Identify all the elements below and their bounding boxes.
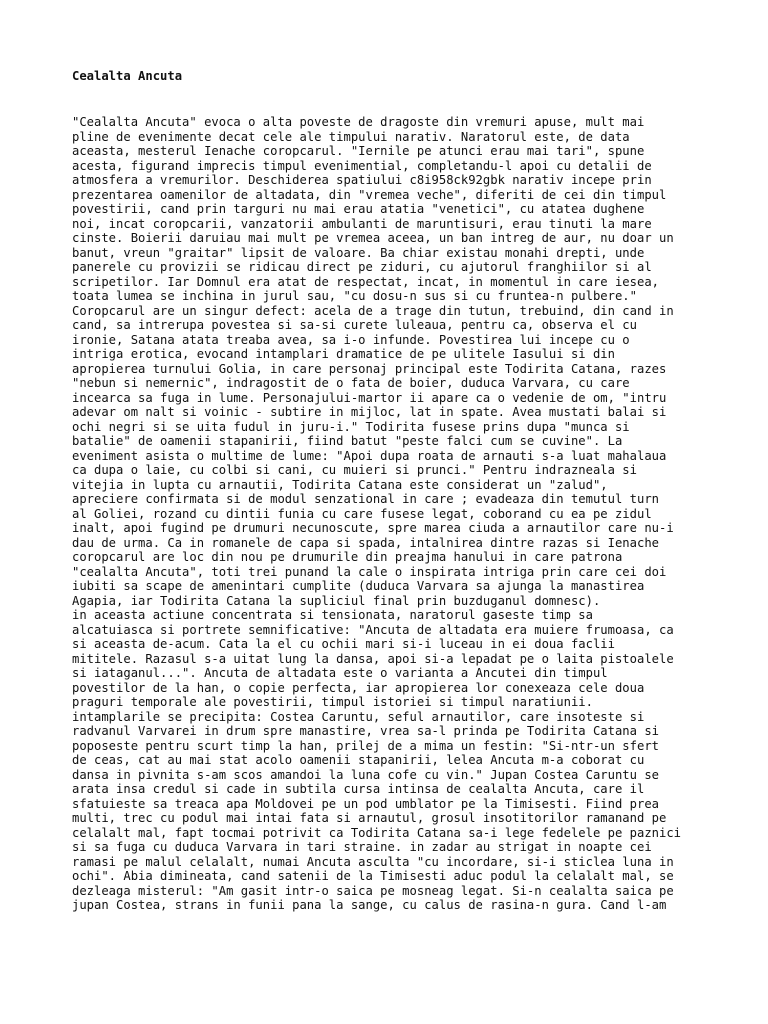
body-text-line: multi, trec cu podul mai intai fata si arnautul, grosul insotitorilor ramanand pe: [72, 811, 667, 825]
body-text-line: intriga erotica, evocand intamplari dramatice de pe ulitele Iasului si din: [72, 347, 615, 361]
body-text-line: si iataganul...". Ancuta de altadata este o varianta a Ancutei din timpul: [72, 666, 608, 680]
body-text-line: noi, incat coropcarii, vanzatorii ambulanti de maruntisuri, erau tinuti la mare: [72, 216, 652, 231]
body-text-line: intamplarile se precipita: Costea Caruntu, seful arnautilor, care insoteste si: [72, 709, 645, 724]
body-text-line: eveniment asista o multime de lume: "Apoi dupa roata de arnauti s-a luat mahalaua: [72, 448, 667, 463]
body-text-line: sfatuieste sa treaca apa Moldovei pe un pod umblator pe la Timisesti. Fiind prea: [72, 796, 659, 811]
body-text-line: toata lumea se inchina in jurul sau, "cu dosu-n sus si cu fruntea-n pulbere.": [72, 289, 637, 303]
body-text-line: alcatuiasca si portrete semnificative: "Ancuta de altadata era muiere frumoasa, ca: [72, 622, 674, 637]
body-text-line: al Goliei, rozand cu dintii funia cu care fusese legat, coborand cu ea pe zidul: [72, 506, 652, 521]
body-text-line: radvanul Varvarei in drum spre manastire, vrea sa-l prinda pe Todirita Catana si: [72, 724, 659, 738]
body-text-line: mititele. Razasul s-a uitat lung la dansa, apoi si-a lepadat pe o laita pistoalele: [72, 651, 674, 666]
body-text-line: dezleaga misterul: "Am gasit intr-o saica pe mosneag legat. Si-n cealalta saica pe: [72, 883, 674, 898]
body-text-line: "cealalta Ancuta", toti trei punand la cale o inspirata intriga prin care cei doi: [72, 564, 667, 579]
body-text-line: ironie, Satana atata treaba avea, sa i-o infunde. Povestirea lui incepe cu o: [72, 332, 630, 347]
body-text-line: atmosfera a vremurilor. Deschiderea spatiului c8i958ck92gbk narativ incepe prin: [72, 173, 652, 187]
body-text-line: cand, sa intrerupa povestea si sa-si curete luleaua, pentru ca, observa el cu: [72, 318, 637, 332]
body-text-line: batalie" de oamenii stapanirii, fiind batut "peste falci cum se cuvine". La: [72, 434, 623, 448]
body-text-line: apropierea turnului Golia, in care personaj principal este Todirita Catana, razes: [72, 361, 667, 376]
body-text-line: incearca sa fuga in lume. Personajului-martor ii apare ca o vedenie de om, "intru: [72, 390, 667, 405]
body-text-line: apreciere confirmata si de modul senzational in care ; evadeaza din temutul turn: [72, 492, 659, 506]
body-text-line: jupan Costea, strans in funii pana la sange, cu calus de rasina-n gura. Cand l-am: [72, 898, 667, 912]
body-text-line: poposeste pentru scurt timp la han, prilej de a mima un festin: "Si-ntr-un sfert: [72, 738, 659, 753]
body-text-line: cinste. Boierii daruiau mai mult pe vremea aceea, un ban intreg de aur, nu doar un: [72, 231, 674, 245]
body-text-line: panerele cu provizii se ridicau direct pe ziduri, cu ajutorul franghiilor si al: [72, 260, 652, 274]
body-text-line: de ceas, cat au mai stat acolo oamenii stapanirii, lelea Ancuta m-a coborat cu: [72, 753, 645, 767]
body-text-line: banut, vreun "graitar" lipsit de valoare. Ba chiar existau monahi drepti, unde: [72, 245, 645, 260]
body-text-line: povestilor de la han, o copie perfecta, iar apropierea lor conexeaza cele doua: [72, 680, 645, 695]
body-text-line: praguri temporale ale povestirii, timpul istoriei si timpul naratiunii.: [72, 695, 593, 709]
body-text-line: Coropcarul are un singur defect: acela de a trage din tutun, trebuind, din cand in: [72, 303, 674, 318]
body-text-line: celalalt mal, fapt tocmai potrivit ca Todirita Catana sa-i lege fedelele pe paznici: [72, 825, 682, 840]
body-text-line: ochi negri si se uita fudul in juru-i." Todirita fusese prins dupa "munca si: [72, 419, 630, 434]
body-text-line: coropcarul are loc din nou pe drumurile din preajma hanului in care patrona: [72, 550, 623, 564]
body-text-line: si aceasta de-acum. Cata la el cu ochii mari si-i luceau in ei doua faclii: [72, 637, 615, 651]
body-text-line: acesta, figurand imprecis timpul evenimential, completandu-l apoi cu detalii de: [72, 158, 652, 173]
body-text-line: dansa in pivnita s-am scos amandoi la luna cofe cu vin." Jupan Costea Caruntu se: [72, 767, 659, 782]
body-text-line: inalt, apoi fugind pe drumuri necunoscute, spre marea ciuda a arnautilor care nu-i: [72, 521, 674, 535]
body-text-line: iubiti sa scape de amenintari cumplite (duduca Varvara sa ajunga la manastirea: [72, 579, 645, 593]
body-text-line: in aceasta actiune concentrata si tensionata, naratorul gaseste timp sa: [72, 608, 593, 622]
document-body: [72, 115, 681, 913]
body-text-line: prezentarea oamenilor de altadata, din "vremea veche", diferiti de cei din timpul: [72, 187, 667, 202]
body-text-line: ramasi pe malul celalalt, numai Ancuta asculta "cu incordare, si-i sticlea luna in: [72, 854, 674, 869]
body-text-line: adevar om nalt si voinic - subtire in mijloc, lat in spate. Avea mustati balai si: [72, 405, 667, 419]
body-text-line: si sa fuga cu duduca Varvara in tari straine. in zadar au strigat in noapte cei: [72, 840, 652, 854]
document-title: Cealalta Ancuta: [72, 69, 183, 83]
body-text-line: povestirii, cand prin targuri nu mai erau atatia "venetici", cu atatea dughene: [72, 202, 645, 216]
body-text-line: ochi". Abia dimineata, cand satenii de la Timisesti aduc podul la celalalt mal, se: [72, 869, 674, 883]
body-text-line: arata insa credul si cade in subtila cursa intinsa de cealalta Ancuta, care il: [72, 782, 645, 796]
body-text-line: pline de evenimente decat cele ale timpului narativ. Naratorul este, de data: [72, 129, 630, 144]
body-text-line: "nebun si nemernic", indragostit de o fata de boier, duduca Varvara, cu care: [72, 376, 630, 390]
body-text-line: vitejia in lupta cu arnautii, Todirita Catana este considerat un "zalud",: [72, 477, 608, 492]
body-text-line: scripetilor. Iar Domnul era atat de respectat, incat, in momentul in care iesea,: [72, 274, 659, 289]
body-text-line: Agapia, iar Todirita Catana la supliciul final prin buzduganul domnesc).: [72, 593, 601, 608]
body-text-line: aceasta, mesterul Ienache coropcarul. "Iernile pe atunci erau mai tari", spune: [72, 144, 645, 158]
body-text-line: dau de urma. Ca in romanele de capa si spada, intalnirea dintre razas si Ienache: [72, 535, 659, 550]
body-text-line: "Cealalta Ancuta" evoca o alta poveste de dragoste din vremuri apuse, mult mai: [72, 115, 645, 129]
body-text-line: ca dupa o laie, cu colbi si cani, cu muieri si prunci." Pentru indrazneala si: [72, 463, 637, 477]
